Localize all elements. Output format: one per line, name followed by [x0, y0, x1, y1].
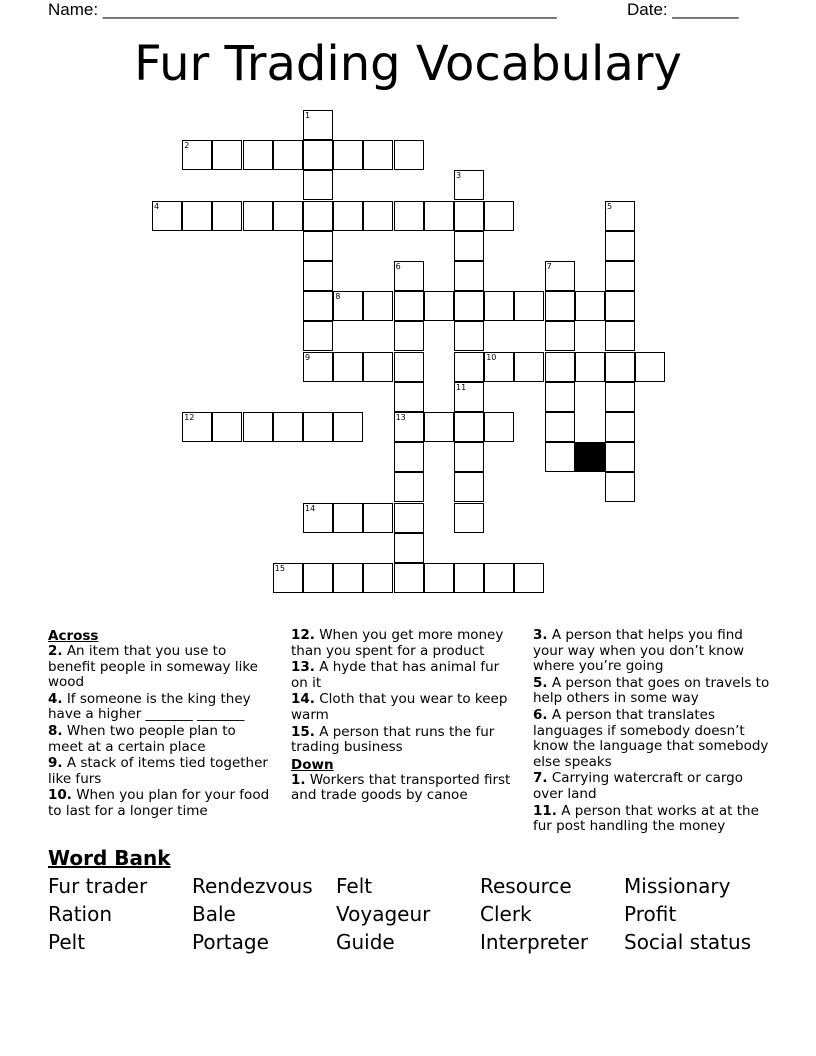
clue-number: 8 [335, 292, 341, 302]
clue-text: A person that translates languages if somebody doesn’t know the language that somebody else speaks [533, 706, 769, 770]
word-bank-item: Social status [624, 930, 752, 954]
grid-cell [303, 352, 333, 382]
clue [291, 628, 516, 659]
clue-text: When you get more money than you spent for a product [291, 627, 504, 659]
clue-number-label: 8. [48, 722, 63, 739]
clue-text: A person that goes on travels to help others in some way [533, 674, 770, 707]
clue-number: 14 [305, 503, 316, 513]
grid-cell [424, 563, 454, 593]
clue-number: 6 [395, 262, 401, 271]
grid-cell [424, 291, 454, 321]
grid-cell [394, 563, 424, 593]
grid-cell [605, 321, 635, 351]
clue [533, 676, 773, 707]
clue [48, 692, 273, 723]
across-heading: Across [48, 628, 99, 644]
grid-cell [605, 352, 635, 382]
grid-cell [424, 412, 454, 442]
black-square [575, 442, 605, 472]
grid-cell [333, 352, 363, 382]
word-bank-item: Voyageur [336, 902, 431, 926]
across-clue-list-continued [291, 628, 516, 756]
grid-cell [363, 352, 393, 382]
grid-cell [273, 412, 303, 442]
grid-cell [484, 412, 514, 442]
grid-cell [243, 412, 273, 442]
page-title: Fur Trading Vocabulary [134, 36, 682, 92]
clue-number-label: 5. [533, 674, 548, 691]
clue-number: 10 [486, 352, 497, 362]
grid-cell [182, 140, 212, 170]
clue-number-label: 7. [533, 770, 548, 787]
clue-text: When two people plan to meet at a certain place [48, 722, 236, 755]
word-bank-item: Portage [192, 930, 269, 954]
grid-cell [605, 472, 635, 502]
grid-cell [605, 231, 635, 261]
grid-cell [454, 503, 484, 533]
clue-number: 9 [305, 352, 311, 362]
grid-cell [394, 412, 424, 442]
grid-cell [605, 291, 635, 321]
grid-cell [514, 291, 544, 321]
clue-number-label: 11. [533, 802, 557, 819]
grid-cell [454, 291, 484, 321]
word-bank-item: Fur trader [48, 874, 148, 898]
grid-cell [303, 231, 333, 261]
clue-number: 15 [274, 564, 285, 573]
grid-cell [363, 140, 393, 170]
grid-cell [394, 291, 424, 321]
clue [48, 644, 273, 691]
word-bank-item: Resource [480, 874, 572, 898]
clue-text: If someone is the king they have a higher _______ _______ [48, 690, 251, 723]
clue-text: Cloth that you wear to keep warm [291, 691, 508, 723]
grid-cell [363, 563, 393, 593]
grid-cell [514, 352, 544, 382]
grid-cell [424, 201, 454, 231]
grid-cell [273, 563, 303, 593]
grid-cell [454, 201, 484, 231]
grid-cell [605, 412, 635, 442]
clue-number-label: 10. [48, 787, 72, 804]
grid-cell [454, 321, 484, 351]
clue-number: 13 [395, 413, 406, 422]
clue [533, 771, 773, 802]
grid-cell [303, 321, 333, 351]
grid-cell [303, 412, 333, 442]
down-clue-list [291, 773, 516, 804]
word-bank-item: Missionary [624, 874, 731, 898]
grid-cell [545, 412, 575, 442]
grid-cell [575, 291, 605, 321]
clue-text: A stack of items tied together like furs [48, 755, 268, 787]
clue-text: Carrying watercraft or cargo over land [533, 770, 743, 802]
clue-number: 1 [305, 111, 311, 120]
grid-cell [212, 412, 242, 442]
grid-cell [454, 472, 484, 502]
clue-number: 2 [184, 141, 190, 151]
grid-cell [182, 201, 212, 231]
grid-cell [635, 352, 665, 382]
grid-cell [243, 140, 273, 170]
grid-cell [394, 533, 424, 563]
clue-number: 3 [456, 171, 462, 181]
clue-number-label: 13. [291, 659, 315, 676]
grid-cell [333, 412, 363, 442]
across-clue-list [48, 644, 273, 820]
grid-cell [333, 563, 363, 593]
clues-column-2 [291, 628, 516, 805]
clue-number-label: 9. [48, 755, 63, 772]
grid-cell [605, 261, 635, 291]
grid-cell [303, 291, 333, 321]
grid-cell [454, 231, 484, 261]
grid-cell [575, 352, 605, 382]
grid-cell [454, 261, 484, 291]
clue-number-label: 3. [533, 627, 548, 643]
word-bank-item: Ration [48, 902, 113, 926]
grid-cell [152, 201, 182, 231]
grid-cell [454, 352, 484, 382]
grid-cell [605, 382, 635, 412]
grid-cell [545, 321, 575, 351]
word-bank-item: Rendezvous [192, 874, 313, 898]
word-bank-item: Pelt [48, 930, 86, 954]
grid-cell [273, 201, 303, 231]
grid-cell [605, 442, 635, 472]
clue [291, 660, 516, 691]
grid-cell [484, 352, 514, 382]
word-bank-item: Clerk [480, 902, 532, 926]
grid-cell [333, 291, 363, 321]
grid-cell [303, 261, 333, 291]
grid-cell [545, 442, 575, 472]
grid-cell [454, 382, 484, 412]
clue-number-label: 12. [291, 627, 315, 643]
grid-cell [484, 201, 514, 231]
word-bank-item: Felt [336, 874, 373, 898]
clue-text: When you plan for your food to last for a longer time [48, 787, 270, 819]
clue-number: 5 [607, 201, 613, 211]
grid-cell [303, 503, 333, 533]
clue-text: An item that you use to benefit people in someway like wood [48, 643, 258, 691]
word-bank-item: Interpreter [480, 930, 589, 954]
grid-cell [605, 201, 635, 231]
grid-cell [363, 503, 393, 533]
clue-number-label: 6. [533, 706, 548, 723]
word-bank-item: Bale [192, 902, 236, 926]
grid-cell [333, 503, 363, 533]
clue-text: A person that works at at the fur post handling the money [533, 802, 759, 835]
grid-cell [394, 261, 424, 291]
clue [48, 724, 273, 755]
clue [533, 628, 773, 675]
grid-cell [545, 352, 575, 382]
grid-cell [454, 563, 484, 593]
grid-cell [363, 201, 393, 231]
clue [533, 708, 773, 770]
grid-cell [333, 140, 363, 170]
clue [291, 725, 516, 756]
grid-cell [545, 291, 575, 321]
clue-number-label: 4. [48, 690, 63, 707]
clue [533, 804, 773, 835]
grid-cell [394, 321, 424, 351]
grid-cell [303, 140, 333, 170]
grid-cell [303, 170, 333, 200]
grid-cell [545, 382, 575, 412]
clue-number-label: 15. [291, 723, 315, 740]
grid-cell [394, 140, 424, 170]
clues-column-1 [48, 628, 273, 821]
clue [291, 773, 516, 804]
clue-text: Workers that transported first and trade goods by canoe [291, 771, 511, 804]
clue-text: A person that runs the fur trading business [291, 723, 495, 756]
grid-cell [394, 382, 424, 412]
grid-cell [303, 563, 333, 593]
clues-column-3 [533, 628, 773, 836]
name-field-label: Name: ________________________________________________ [48, 0, 557, 19]
grid-cell [484, 563, 514, 593]
grid-cell [363, 291, 393, 321]
word-bank-item: Profit [624, 902, 677, 926]
grid-cell [303, 201, 333, 231]
grid-cell [394, 503, 424, 533]
clue-text: A person that helps you find your way when you don’t know where you’re going [533, 627, 745, 675]
clue-number: 7 [546, 262, 552, 271]
grid-cell [303, 110, 333, 140]
clue-number: 12 [184, 413, 195, 422]
grid-cell [243, 201, 273, 231]
down-heading: Down [291, 756, 334, 773]
grid-cell [182, 412, 212, 442]
clue-number: 11 [456, 382, 467, 392]
clue-number-label: 1. [291, 771, 306, 788]
clue-number-label: 2. [48, 643, 63, 659]
grid-cell [394, 352, 424, 382]
grid-cell [394, 472, 424, 502]
clue-text: A hyde that has animal fur on it [291, 659, 500, 691]
grid-cell [273, 140, 303, 170]
clue [48, 756, 273, 787]
clue-number-label: 14. [291, 691, 315, 708]
grid-cell [514, 563, 544, 593]
grid-cell [484, 291, 514, 321]
grid-cell [454, 442, 484, 472]
grid-cell [454, 170, 484, 200]
word-bank-item: Guide [336, 930, 395, 954]
grid-cell [394, 201, 424, 231]
grid-cell [333, 201, 363, 231]
grid-cell [454, 412, 484, 442]
clue-number: 4 [154, 201, 160, 211]
grid-cell [394, 442, 424, 472]
grid-cell [212, 140, 242, 170]
clue [291, 692, 516, 723]
clue [48, 788, 273, 819]
down-clue-list-continued [533, 628, 773, 835]
word-bank-title: Word Bank [48, 846, 171, 870]
grid-cell [545, 261, 575, 291]
grid-cell [212, 201, 242, 231]
date-field-label: Date: _______ [627, 0, 739, 19]
